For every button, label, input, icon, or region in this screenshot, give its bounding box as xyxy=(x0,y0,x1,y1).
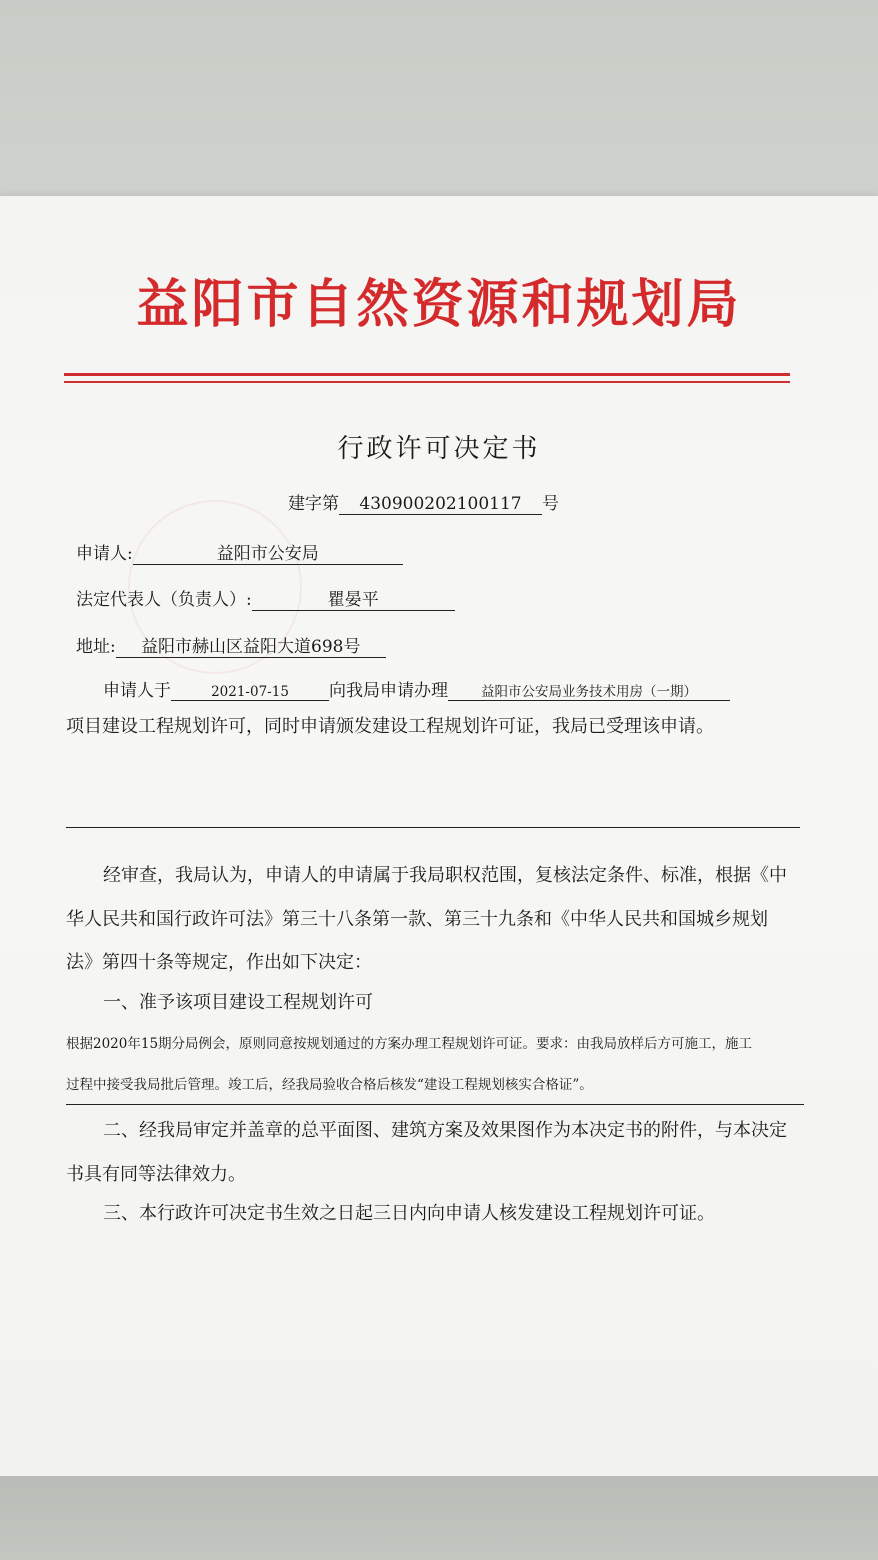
address-label: 地址: xyxy=(76,637,116,657)
section-divider xyxy=(66,827,800,828)
application-line-1 xyxy=(103,676,730,701)
decision-item-1: 一、准予该项目建设工程规划许可 xyxy=(103,992,373,1013)
decision-item-1-detail-line-2: 过程中接受我局批后管理。竣工后，经我局验收合格后核发“建设工程规划核实合格证”。 xyxy=(66,1077,593,1093)
review-line-1: 经审查，我局认为，申请人的申请属于我局职权范围，复核法定条件、标准，根据《中 xyxy=(103,865,787,886)
apply-prefix: 申请人于 xyxy=(103,681,171,701)
legal-rep-label: 法定代表人（负责人）: xyxy=(76,590,252,610)
applicant-row xyxy=(76,539,403,565)
letterhead-rule-thin xyxy=(64,381,790,383)
decision-item-1-detail-line-1: 根据2020年15期分局例会，原则同意按规划通过的方案办理工程规划许可证。要求：由我局放样后方可施工，施工 xyxy=(66,1036,753,1052)
number-prefix: 建字第 xyxy=(288,494,339,514)
document-number-line xyxy=(288,489,559,515)
decision-item-2-line-1: 二、经我局审定并盖章的总平面图、建筑方案及效果图作为本决定书的附件，与本决定 xyxy=(103,1120,787,1141)
review-line-3: 法》第四十条等规定，作出如下决定： xyxy=(66,952,372,973)
project-name: 益阳市公安局业务技术用房（一期） xyxy=(448,680,730,701)
decision-item-2-line-2: 书具有同等法律效力。 xyxy=(66,1164,246,1185)
apply-middle: 向我局申请办理 xyxy=(329,681,448,701)
number-suffix: 号 xyxy=(542,494,559,514)
letterhead-rule-thick xyxy=(64,373,790,376)
applicant-label: 申请人: xyxy=(76,544,133,564)
decision-item-3: 三、本行政许可决定书生效之日起三日内向申请人核发建设工程规划许可证。 xyxy=(103,1203,715,1224)
application-line-2: 项目建设工程规划许可，同时申请颁发建设工程规划许可证，我局已受理该申请。 xyxy=(66,716,714,737)
document-number: 430900202100117 xyxy=(339,494,542,515)
apply-date: 2021-07-15 xyxy=(171,684,329,701)
agency-letterhead: 益阳市自然资源和规划局 xyxy=(136,275,742,335)
applicant-value: 益阳市公安局 xyxy=(133,539,403,565)
legal-rep-value: 瞿晏平 xyxy=(252,585,455,611)
address-row xyxy=(76,632,386,658)
background-surface xyxy=(0,1476,878,1560)
legal-rep-row xyxy=(76,585,455,611)
document-title: 行政许可决定书 xyxy=(337,434,541,464)
document-paper xyxy=(0,196,878,1476)
address-value: 益阳市赫山区益阳大道698号 xyxy=(116,632,386,658)
detail-underline xyxy=(66,1104,804,1105)
review-line-2: 华人民共和国行政许可法》第三十八条第一款、第三十九条和《中华人民共和国城乡规划 xyxy=(66,909,768,930)
